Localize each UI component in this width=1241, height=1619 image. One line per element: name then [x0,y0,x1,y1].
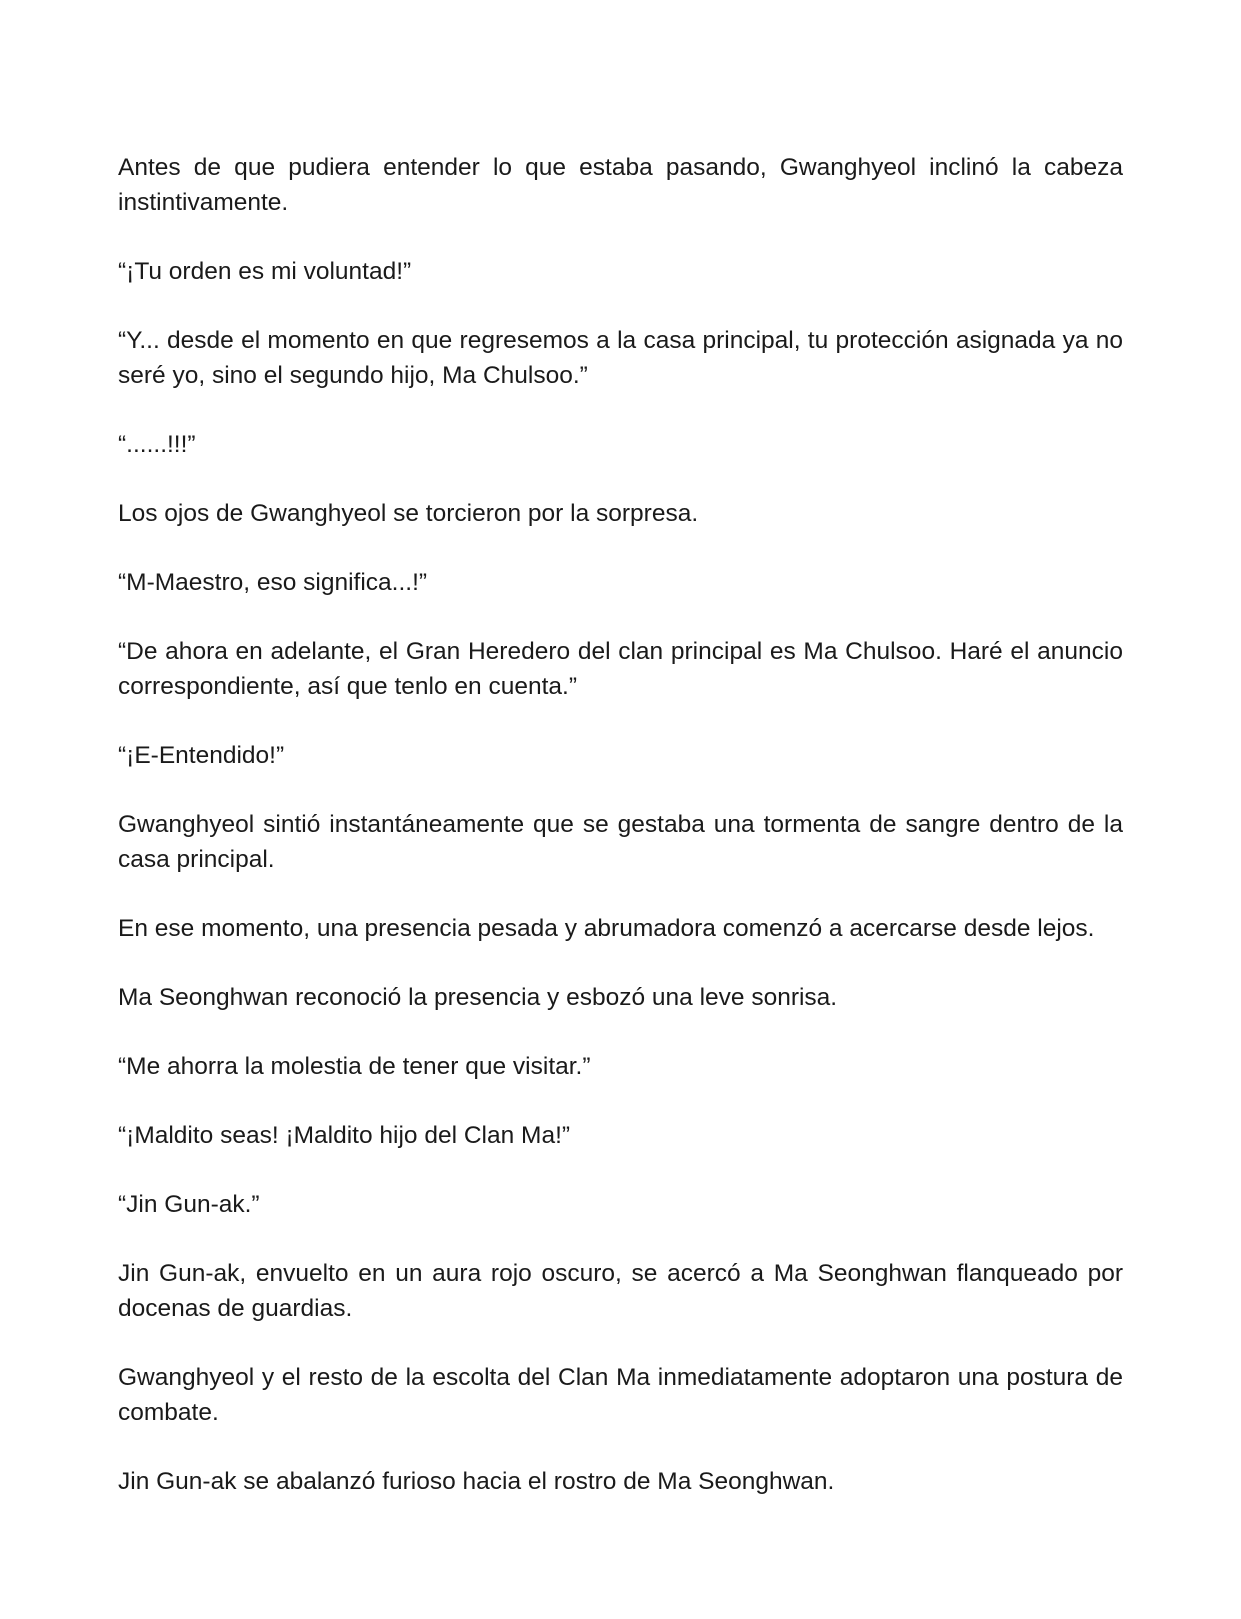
paragraph: Jin Gun-ak, envuelto en un aura rojo oscuro, se acercó a Ma Seonghwan flanqueado por docenas de guardias. [118,1260,1123,1322]
paragraph: Los ojos de Gwanghyeol se torcieron por la sorpresa. [118,500,699,527]
paragraph: Gwanghyeol y el resto de la escolta del Clan Ma inmediatamente adoptaron una postura de combate. [118,1364,1123,1426]
dialogue-paragraph: “Y... desde el momento en que regresemos a la casa principal, tu protección asignada ya no seré yo, sino el segundo hijo, Ma Chulsoo.” [118,327,1123,389]
dialogue-paragraph: “¡E-Entendido!” [118,742,285,769]
dialogue-paragraph: “Jin Gun-ak.” [118,1191,260,1218]
dialogue-paragraph: “¡Maldito seas! ¡Maldito hijo del Clan Ma!” [118,1122,571,1149]
document-body [118,150,1123,1499]
dialogue-paragraph: “......!!!” [118,431,196,458]
dialogue-paragraph: “¡Tu orden es mi voluntad!” [118,258,412,285]
dialogue-paragraph: “De ahora en adelante, el Gran Heredero del clan principal es Ma Chulsoo. Haré el anuncio correspondiente, así que tenlo en cuenta.” [118,638,1123,700]
paragraph: Antes de que pudiera entender lo que estaba pasando, Gwanghyeol inclinó la cabeza instintivamente. [118,154,1123,216]
paragraph: Jin Gun-ak se abalanzó furioso hacia el rostro de Ma Seonghwan. [118,1468,835,1495]
dialogue-paragraph: “Me ahorra la molestia de tener que visitar.” [118,1053,591,1080]
paragraph: En ese momento, una presencia pesada y abrumadora comenzó a acercarse desde lejos. [118,915,1095,942]
dialogue-paragraph: “M-Maestro, eso significa...!” [118,569,428,596]
paragraph: Ma Seonghwan reconoció la presencia y esbozó una leve sonrisa. [118,984,838,1011]
paragraph: Gwanghyeol sintió instantáneamente que se gestaba una tormenta de sangre dentro de la casa principal. [118,811,1123,873]
